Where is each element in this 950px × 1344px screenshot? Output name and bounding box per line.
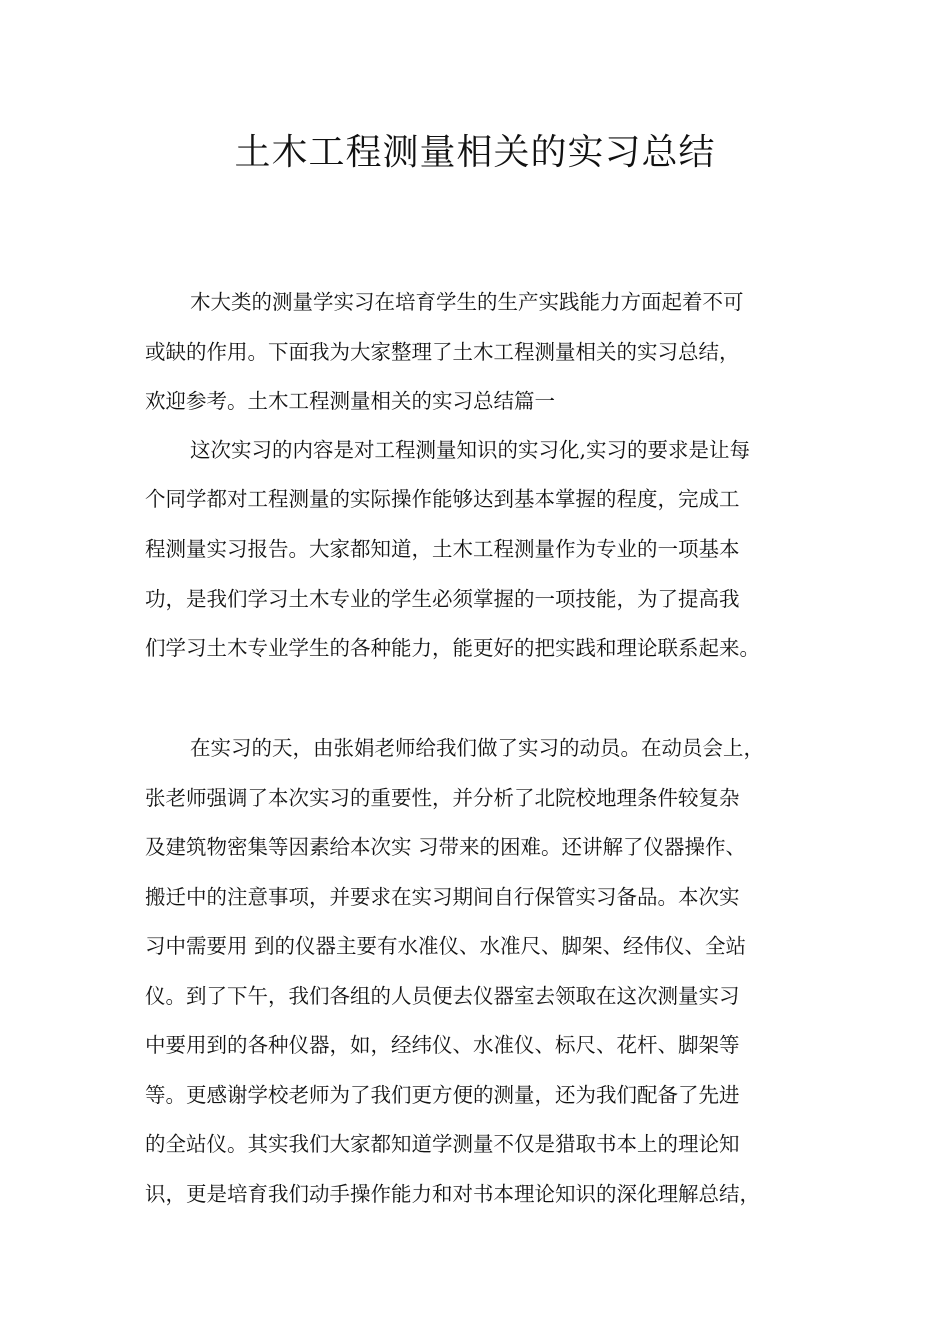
paragraph-line: 们学习土木专业学生的各种能力，能更好的把实践和理论联系起来。 [145,636,760,660]
paragraph-line: 程测量实习报告。大家都知道，土木工程测量作为专业的一项基本 [145,537,740,561]
paragraph-line: 的全站仪。其实我们大家都知道学测量不仅是猎取书本上的理论知 [145,1132,740,1156]
paragraph-line: 及建筑物密集等因素给本次实 习带来的困难。还讲解了仪器操作、 [145,835,747,859]
paragraph-line: 欢迎参考。土木工程测量相关的实习总结篇一 [145,389,555,413]
paragraph-line: 中要用到的各种仪器，如，经纬仪、水准仪、标尺、花杆、脚架等 [145,1033,740,1057]
paragraph-line: 张老师强调了本次实习的重要性，并分析了北院校地理条件较复杂 [145,786,740,810]
paragraph-line: 或缺的作用。下面我为大家整理了土木工程测量相关的实习总结， [145,340,740,364]
paragraph-line: 木大类的测量学实习在培育学生的生产实践能力方面起着不可 [190,290,744,314]
paragraph-line: 习中需要用 到的仪器主要有水准仪、水准尺、脚架、经伟仪、全站 [145,934,747,958]
paragraph-line: 等。更感谢学校老师为了我们更方便的测量，还为我们配备了先进 [145,1083,740,1107]
paragraph-line: 这次实习的内容是对工程测量知识的实习化,实习的要求是让每 [190,438,751,462]
document-title: 土木工程测量相关的实习总结 [234,132,716,173]
paragraph-line: 搬迁中的注意事项，并要求在实习期间自行保管实习备品。本次实 [145,885,740,909]
paragraph-line: 个同学都对工程测量的实际操作能够达到基本掌握的程度，完成工 [145,487,740,511]
paragraph-line: 在实习的天，由张娟老师给我们做了实习的动员。在动员会上， [190,736,764,760]
paragraph-line: 功，是我们学习土木专业的学生必须掌握的一项技能，为了提高我 [145,587,740,611]
paragraph-line: 仪。到了下午，我们各组的人员便去仪器室去领取在这次测量实习 [145,984,740,1008]
paragraph-line: 识，更是培育我们动手操作能力和对书本理论知识的深化理解总结， [145,1182,760,1206]
